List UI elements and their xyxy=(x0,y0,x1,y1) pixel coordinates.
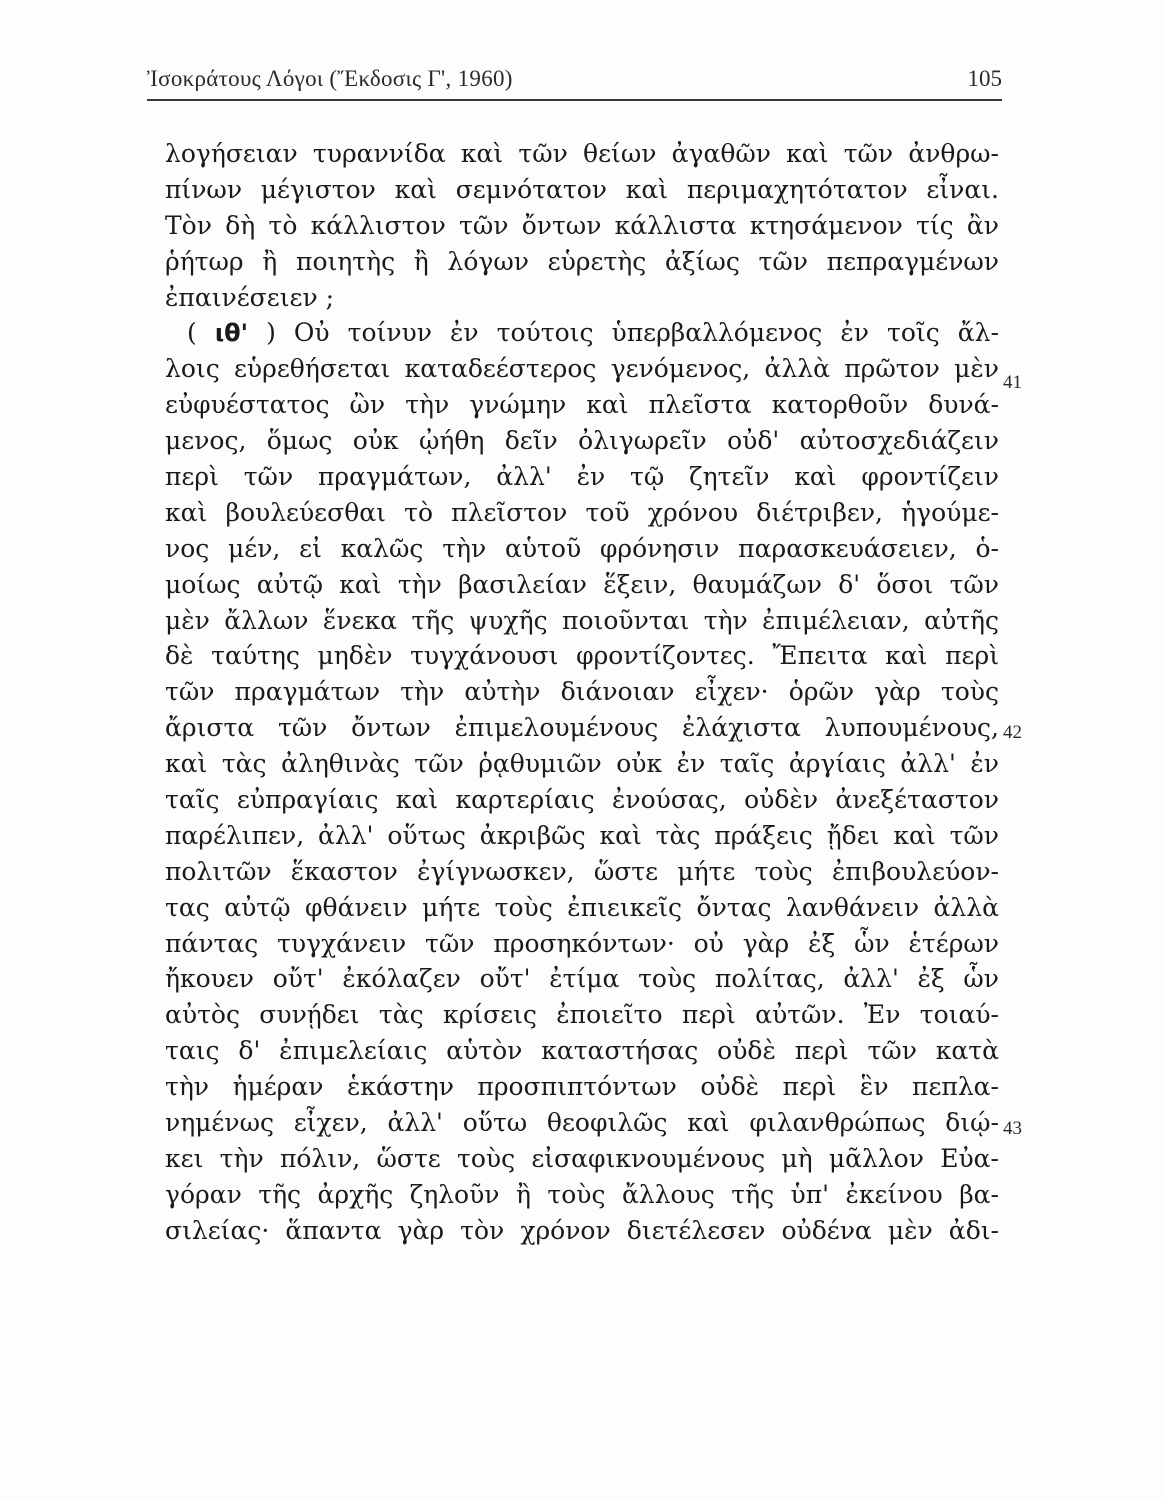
text-line: μὲν ἄλλων ἕνεκα τῆς ψυχῆς ποιοῦνται τὴν ἐπιμέλειαν, αὐτῆς xyxy=(165,605,999,635)
text-line: σιλείας· ἅπαντα γὰρ τὸν χρόνον διετέλεσεν οὐδένα μὲν ἀδι- xyxy=(165,1215,999,1245)
text-line: νος μέν, εἰ καλῶς τὴν αὑτοῦ φρόνησιν παρασκευάσειεν, ὁ- xyxy=(165,533,999,563)
text-line: ἄριστα τῶν ὄντων ἐπιμελουμένους ἐλάχιστα λυπουμένους, xyxy=(165,713,999,743)
text-line: πάντας τυγχάνειν τῶν προσηκόντων· οὐ γὰρ ἐξ ὧν ἑτέρων xyxy=(165,928,999,958)
text-line: Τὸν δὴ τὸ κάλλιστον τῶν ὄντων κάλλιστα κτησάμενον τίς ἂν xyxy=(165,210,999,240)
running-header xyxy=(147,62,1002,96)
header-rule xyxy=(147,99,1002,101)
text-line: δὲ ταύτης μηδὲν τυγχάνουσι φροντίζοντες. Ἔπειτα καὶ περὶ xyxy=(165,641,999,671)
text-line: ἤκουεν οὔτ' ἐκόλαζεν οὔτ' ἐτίμα τοὺς πολίτας, ἀλλ' ἐξ ὧν xyxy=(165,964,999,994)
text-line-section-start xyxy=(165,315,999,351)
text-line: καὶ βουλεύεσθαι τὸ πλεῖστον τοῦ χρόνου διέτριβεν, ἡγούμε- xyxy=(165,497,999,527)
text-line: λοις εὑρεθήσεται καταδεέστερος γενόμενος, ἀλλὰ πρῶτον μὲν xyxy=(165,354,999,384)
text-line: τας αὐτῷ φθάνειν μήτε τοὺς ἐπιεικεῖς ὄντας λανθάνειν ἀλλὰ xyxy=(165,892,999,922)
section-number: ιθ' xyxy=(214,319,249,348)
text-line: ταῖς εὐπραγίαις καὶ καρτερίαις ἐνούσας, οὐδὲν ἀνεξέταστον xyxy=(165,785,999,815)
margin-section-number: 41 xyxy=(1003,372,1022,393)
section-label: ( ιθ' ) xyxy=(187,318,276,348)
text-line: εὐφυέστατος ὢν τὴν γνώμην καὶ πλεῖστα κατορθοῦν δυνά- xyxy=(165,390,999,420)
text-line: καὶ τὰς ἀληθινὰς τῶν ῥᾳθυμιῶν οὐκ ἐν ταῖς ἀργίαις ἀλλ' ἐν xyxy=(165,749,999,779)
text-line: ταις δ' ἐπιμελείαις αὑτὸν καταστήσας οὐδὲ περὶ τῶν κατὰ xyxy=(165,1036,999,1066)
text-line: περὶ τῶν πραγμάτων, ἀλλ' ἐν τῷ ζητεῖν καὶ φροντίζειν xyxy=(165,462,999,492)
margin-section-number: 43 xyxy=(1003,1118,1022,1139)
text-line: μοίως αὐτῷ καὶ τὴν βασιλείαν ἕξειν, θαυμάζων δ' ὅσοι τῶν xyxy=(165,569,999,599)
text-line: τῶν πραγμάτων τὴν αὐτὴν διάνοιαν εἶχεν· ὁρῶν γὰρ τοὺς xyxy=(165,677,999,707)
text-line: μενος, ὅμως οὐκ ᾠήθη δεῖν ὀλιγωρεῖν οὐδ' αὐτοσχεδιάζειν xyxy=(165,426,999,456)
running-title: Ἰσοκράτους Λόγοι (Ἔκδοσις Γ', 1960) xyxy=(147,66,513,91)
text-line: παρέλιπεν, ἀλλ' οὕτως ἀκριβῶς καὶ τὰς πράξεις ᾔδει καὶ τῶν xyxy=(165,820,999,850)
text-line: λογήσειαν τυραννίδα καὶ τῶν θείων ἀγαθῶν καὶ τῶν ἀνθρω- xyxy=(165,139,999,168)
text-line: γόραν τῆς ἀρχῆς ζηλοῦν ἢ τοὺς ἄλλους τῆς ὑπ' ἐκείνου βα- xyxy=(165,1179,999,1209)
body-text xyxy=(165,136,999,1249)
text-line: πολιτῶν ἕκαστον ἐγίγνωσκεν, ὥστε μήτε τοὺς ἐπιβουλεύον- xyxy=(165,856,999,886)
page-number: 105 xyxy=(967,66,1002,91)
text-line: νημένως εἶχεν, ἀλλ' οὕτω θεοφιλῶς καὶ φιλανθρώπως διῴ- xyxy=(165,1108,999,1138)
text-line: τὴν ἡμέραν ἑκάστην προσπιπτόντων οὐδὲ περὶ ἓν πεπλα- xyxy=(165,1072,999,1102)
section-first-line: Οὐ τοίνυν ἐν τούτοις ὑπερβαλλόμενος ἐν τοῖς ἄλ- xyxy=(293,318,999,348)
text-line: ἐπαινέσειεν ; xyxy=(165,282,335,312)
text-line: πίνων μέγιστον καὶ σεμνότατον καὶ περιμαχητότατον εἶναι. xyxy=(165,174,999,204)
text-line: κει τὴν πόλιν, ὥστε τοὺς εἰσαφικνουμένους μὴ μᾶλλον Εὐα- xyxy=(165,1143,999,1173)
text-line: ῥήτωρ ἢ ποιητὴς ἢ λόγων εὑρετὴς ἀξίως τῶν πεπραγμένων xyxy=(165,246,999,276)
text-line: αὐτὸς συνῄδει τὰς κρίσεις ἐποιεῖτο περὶ αὐτῶν. Ἐν τοιαύ- xyxy=(165,1000,999,1030)
margin-section-number: 42 xyxy=(1003,722,1022,743)
